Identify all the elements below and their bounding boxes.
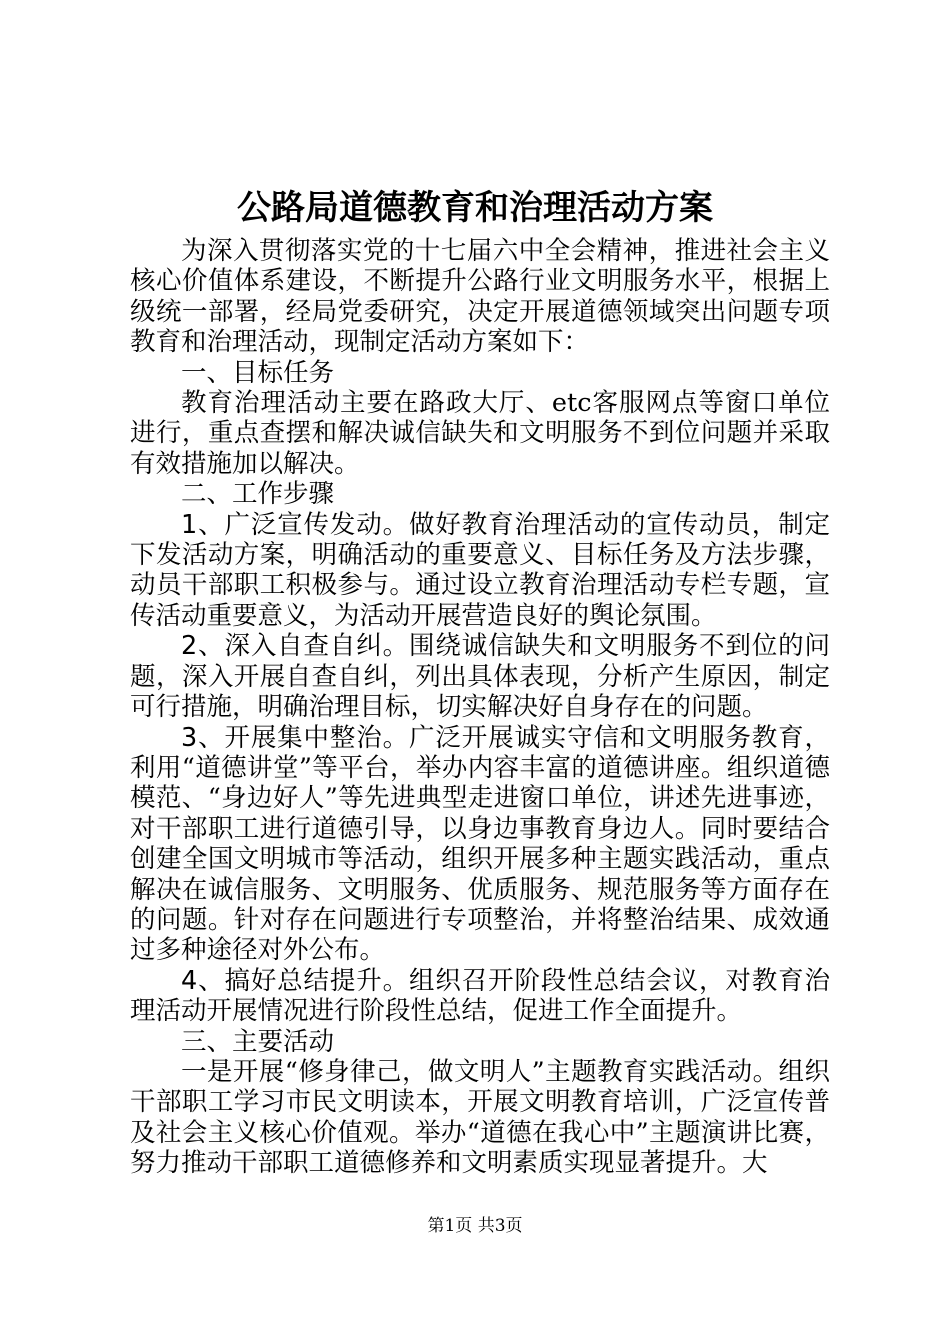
- section-heading-steps: 二、工作步骤: [181, 479, 335, 510]
- intro-paragraph: 为深入贯彻落实党的十七届六中全会精神，推进社会主义核心价值体系建设，不断提升公路行业文明服务水平，根据上级统一部署，经局党委研究，决定开展道德领域突出问题专项教育和治理活动，现制定活动方案如下：: [130, 236, 830, 358]
- step-text: 组织召开阶段性总结会议，对教育治理活动开展情况进行阶段性总结，促进工作全面提升。: [130, 965, 830, 1027]
- section-heading-goals: 一、目标任务: [181, 357, 335, 388]
- goals-paragraph: 教育治理活动主要在路政大厅、etc客服网点等窗口单位进行，重点查摆和解决诚信缺失和文明服务不到位问题并采取有效措施加以解决。: [130, 388, 830, 479]
- step-lead: 1、广泛宣传发动。: [181, 509, 410, 540]
- step-paragraph: [130, 966, 830, 1027]
- section-heading-activities: 三、主要活动: [181, 1026, 335, 1057]
- step-paragraph: [130, 723, 830, 966]
- activities-paragraph: 一是开展“修身律己，做文明人”主题教育实践活动。组织干部职工学习市民文明读本，开展文明教育培训，广泛宣传普及社会主义核心价值观。举办“道德在我心中”主题演讲比赛，努力推动干部职工道德修养和文明素质实现显著提升。大: [130, 1056, 830, 1179]
- step-paragraph: [130, 510, 830, 632]
- step-text: 广泛开展诚实守信和文明服务教育，利用“道德讲堂”等平台，举办内容丰富的道德讲座。组织道德模范、“身边好人”等先进典型走进窗口单位，讲述先进事迹，对干部职工进行道德引导，以身边事教育身边人。同时要结合创建全国文明城市等活动，组织开展多种主题实践活动，重点解决在诚信服务、文明服务、优质服务、规范服务等方面存在的问题。针对存在问题进行专项整治，并将整治结果、成效通过多种途径对外公布。: [130, 722, 830, 966]
- document-title: 公路局道德教育和治理活动方案: [237, 188, 713, 228]
- step-text: 做好教育治理活动的宣传动员，制定下发活动方案，明确活动的重要意义、目标任务及方法步骤，动员干部职工积极参与。通过设立教育治理活动专栏专题，宣传活动重要意义，为活动开展营造良好的舆论氛围。: [130, 509, 830, 631]
- step-lead: 4、搞好总结提升。: [181, 965, 410, 996]
- page-number: 第1页 共3页: [427, 1216, 523, 1236]
- step-lead: 3、开展集中整治。: [181, 722, 410, 753]
- step-lead: 2、深入自查自纠。: [181, 631, 410, 662]
- step-text: 围绕诚信缺失和文明服务不到位的问题，深入开展自查自纠，列出具体表现，分析产生原因，制定可行措施，明确治理目标，切实解决好自身存在的问题。: [130, 631, 830, 723]
- step-paragraph: [130, 631, 830, 722]
- document-body: [130, 236, 830, 1179]
